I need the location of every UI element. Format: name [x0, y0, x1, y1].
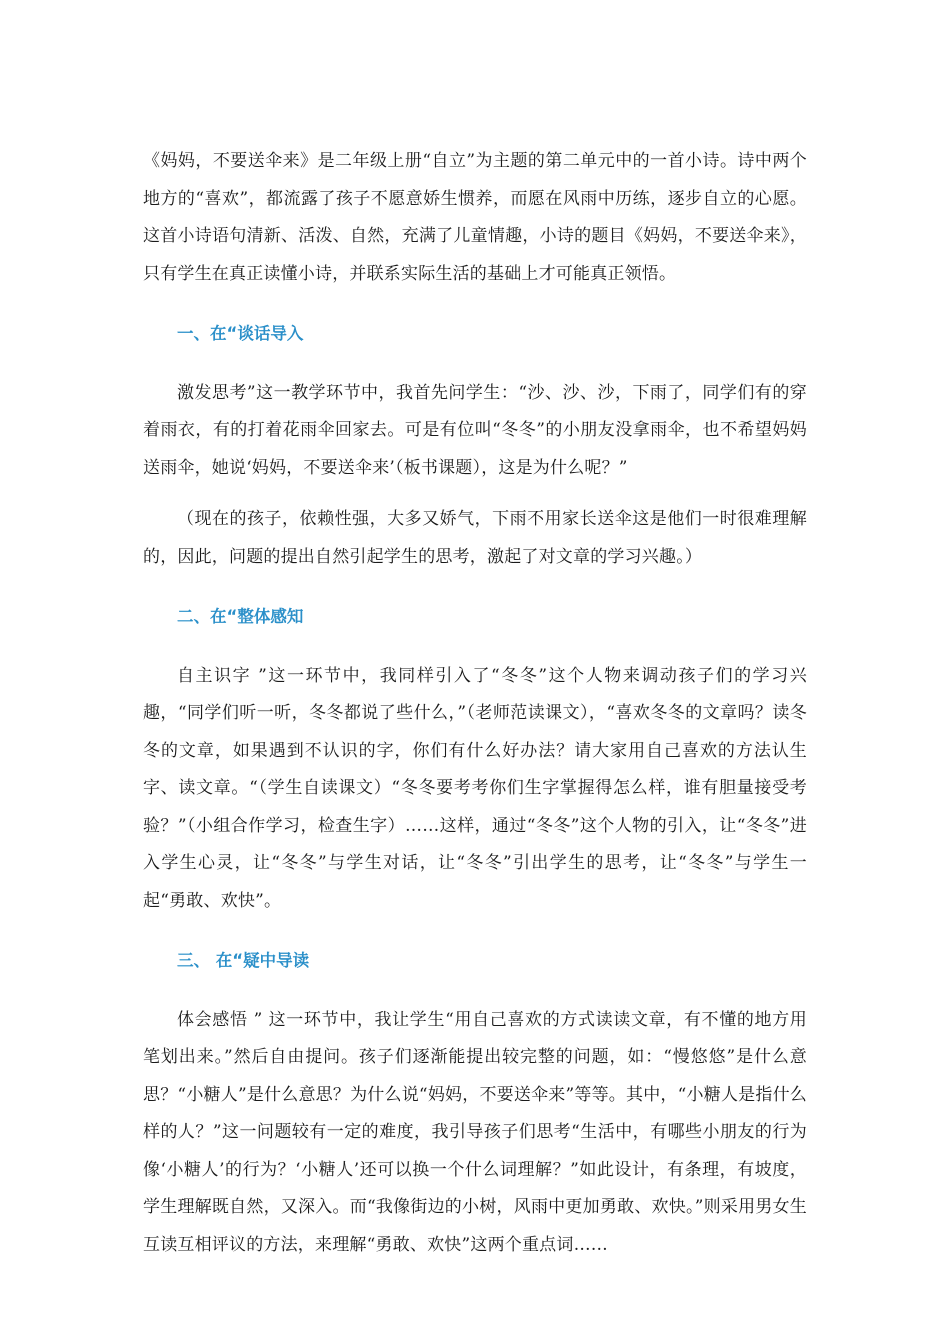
section-3-heading: 三、 在“疑中导读: [177, 951, 310, 970]
section-1-heading: 一、在“谈话导入: [177, 324, 304, 343]
section-3-paragraph-1: 体会感悟 ” 这一环节中，我让学生“用自己喜欢的方式读读文章，有不懂的地方用笔划出来。”然后自由提问。孩子们逐渐能提出较完整的问题，如：“慢悠悠”是什么意思？“小糖人”是什么意思？为什么说“妈妈，不要送伞来”等等。其中，“小糖人是指什么样的人？”这一问题较有一定的难度，我引导孩子们思考“生活中，有哪些小朋友的行为像‘小糖人’的行为？‘小糖人’还可以换一个什么词理解？”如此设计，有条理，有坡度，学生理解既自然，又深入。而“我像街边的小树，风雨中更加勇敢、欢快。”则采用男女生互读互相评议的方法，来理解“勇敢、欢快”这两个重点词……: [143, 1009, 807, 1255]
section-1-paragraph-2: （现在的孩子，依赖性强，大多又娇气，下雨不用家长送伞这是他们一时很难理解的，因此，问题的提出自然引起学生的思考，激起了对文章的学习兴趣。）: [143, 509, 807, 567]
section-1-paragraph-1: 激发思考”这一教学环节中，我首先问学生：“沙、沙、沙，下雨了，同学们有的穿着雨衣，有的打着花雨伞回家去。可是有位叫“冬冬”的小朋友没拿雨伞，也不希望妈妈送雨伞，她说‘妈妈，不要送伞来’（板书课题），这是为什么呢？”: [143, 382, 807, 478]
section-2-paragraph-1: 自主识字 ”这一环节中，我同样引入了“冬冬”这个人物来调动孩子们的学习兴趣，“同学们听一听，冬冬都说了些什么，”（老师范读课文），“喜欢冬冬的文章吗？读冬冬的文章，如果遇到不认识的字，你们有什么好办法？请大家用自己喜欢的方法认生字、读文章。“（学生自读课文）“冬冬要考考你们生字掌握得怎么样，谁有胆量接受考验？”（小组合作学习，检查生字）……这样，通过“冬冬”这个人物的引入，让“冬冬”进入学生心灵，让“冬冬”与学生对话，让“冬冬”引出学生的思考，让“冬冬”与学生一起“勇敢、欢快”。: [143, 665, 807, 911]
intro-paragraph: 《妈妈，不要送伞来》是二年级上册“自立”为主题的第二单元中的一首小诗。诗中两个地方的“喜欢”，都流露了孩子不愿意娇生惯养，而愿在风雨中历练，逐步自立的心愿。这首小诗语句清新、活泼、自然，充满了儿童情趣，小诗的题目《妈妈，不要送伞来》，只有学生在真正读懂小诗，并联系实际生活的基础上才可能真正领悟。: [143, 151, 807, 284]
document-body: [143, 143, 807, 1264]
section-2-heading: 二、在“整体感知: [177, 607, 304, 626]
